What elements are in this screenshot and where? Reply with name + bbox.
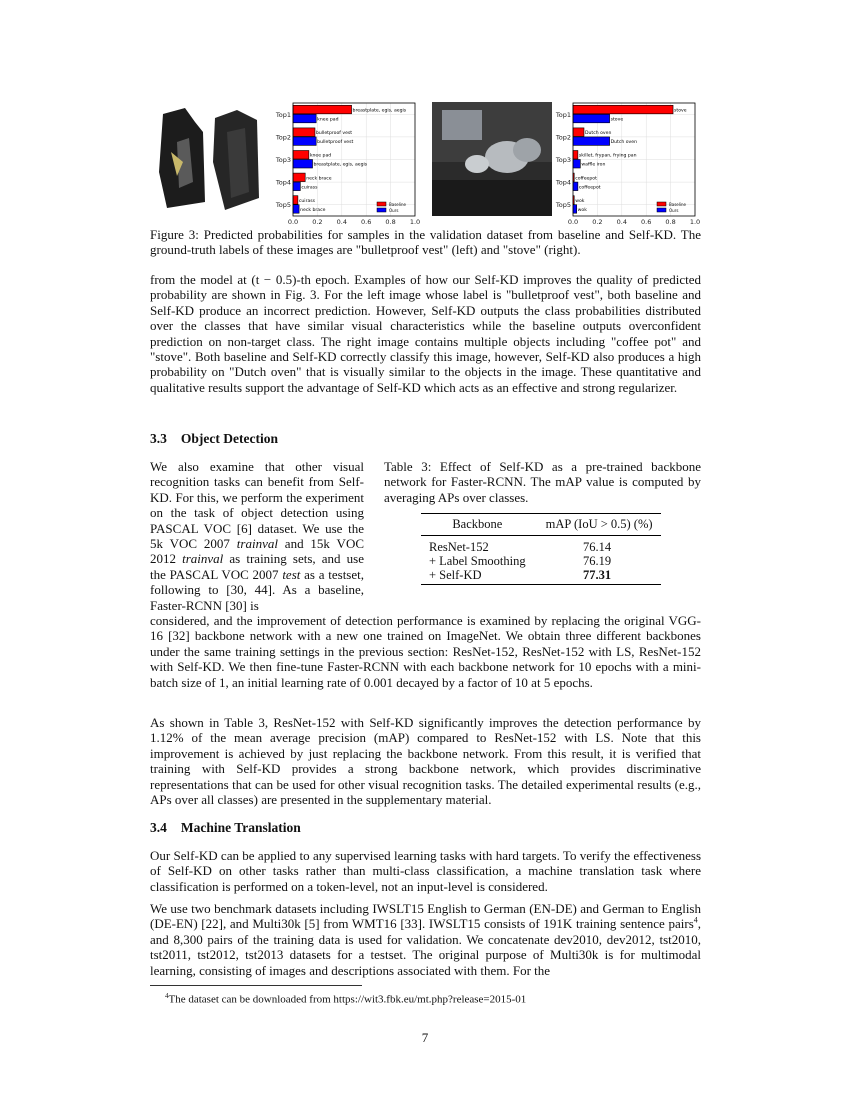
bar-ours	[573, 114, 610, 123]
paragraph-mt-intro: Our Self-KD can be applied to any supervised learning tasks with hard targets. To verify the effectiveness of Self-KD on other tasks rather than multi-class classification, a machine translation task where classification is performed on a token-level, not an input-level is considered.	[150, 848, 701, 894]
y-tick-label: Top3	[275, 156, 291, 164]
legend-swatch	[377, 202, 386, 206]
y-tick-label: Top2	[275, 133, 291, 142]
legend-swatch	[377, 208, 386, 212]
footnote-ref: 4	[693, 916, 698, 926]
legend-label: Ours	[669, 208, 679, 213]
bar-baseline	[293, 128, 315, 136]
bar-ours	[573, 205, 577, 214]
bar-ours	[293, 137, 316, 146]
footnote-divider	[150, 985, 362, 986]
bar-label: wok	[577, 207, 587, 213]
probability-chart-left	[270, 100, 420, 225]
bar-label: waffle iron	[581, 162, 606, 168]
footnote: $^4$The dataset can be downloaded from https://wit3.fbk.eu/mt.php?release=2015-01	[165, 992, 527, 1006]
bar-label: bulletproof vest	[315, 131, 353, 137]
paragraph-object-detection-left: We also examine that other visual recognition tasks can benefit from Self-KD. For this, we perform the experiment on the task of object detection using PASCAL VOC [6] dataset. We use the 5k VOC 2007 trainval and 15k VOC 2012 trainval as training sets, and use the PASCAL VOC 2007 test as a testset, following to [30, 44]. As a baseline, Faster-RCNN [30] is	[150, 459, 364, 613]
y-tick-label: Top1	[555, 110, 571, 119]
page-number: 7	[421, 1030, 429, 1045]
bar-label: neck brace	[306, 176, 332, 182]
paragraph-detection-results: As shown in Table 3, ResNet-152 with Self-KD significantly improves the detection performance by 1.12% of the mean average precision (mAP) compared to ResNet-152 with LS. Note that this improvement is achieved by just replacing the backbone network. From this result, it is verified that training with Self-KD provides a strong backbone network, which provides discriminative representations that can be used for other visual recognition tasks. The detailed experimental results (e.g., APs over all classes) are presented in the supplementary material.	[150, 715, 701, 808]
bar-label: cuirass	[301, 185, 318, 191]
x-tick-label: 0.0	[567, 218, 579, 225]
paragraph-results: from the model at (t − 0.5)-th epoch. Examples of how our Self-KD improves the quality of predicted probability are shown in Fig. 3. For the left image whose label is "bulletproof vest", both baseline and Self-KD produce an incorrect prediction. However, Self-KD outputs the class probabilities distributed over the classes that have similar visual characteristics while the baseline outputs overconfident prediction on non-target class. The right image contains multiple objects including "coffee pot" and "stove". Both baseline and Self-KD correctly classify this image, however, Self-KD also produces a high probability on "Dutch oven" that is visually similar to the objects in the image. These quantitative and qualitative results support the advantage of Self-KD which acts as an effective and strong regularizer.	[150, 272, 701, 395]
legend-swatch	[657, 208, 666, 212]
bar-ours	[293, 160, 313, 169]
y-tick-label: Top4	[555, 178, 571, 187]
table3	[421, 513, 661, 585]
table-row: ResNet-152 76.14	[429, 540, 612, 554]
bar-baseline	[293, 151, 309, 160]
probability-chart-right	[550, 100, 700, 225]
bar-ours	[293, 114, 316, 123]
stove-kitchen-photo	[432, 102, 552, 216]
y-tick-label: Top1	[275, 110, 291, 119]
legend-swatch	[657, 202, 666, 206]
x-tick-label: 0.4	[616, 218, 627, 225]
legend-label: Baseline	[669, 202, 686, 207]
bar-label: knee pad	[317, 117, 339, 123]
x-tick-label: 0.6	[361, 218, 372, 225]
x-tick-label: 0.2	[592, 218, 603, 225]
bar-label: stove	[674, 108, 687, 114]
y-tick-label: Top3	[555, 156, 571, 164]
bar-label: breastplate, egis, aegis	[313, 162, 368, 168]
table-row: + Label Smoothing 76.19	[429, 554, 612, 568]
legend-label: Baseline	[389, 202, 406, 207]
x-tick-label: 1.0	[409, 218, 420, 225]
bar-label: wok	[575, 198, 585, 204]
bulletproof-vest-photo	[155, 102, 263, 216]
section-heading-machine-translation: 3.4 Machine Translation	[150, 820, 301, 835]
bar-label: coffeepot	[578, 185, 601, 191]
bar-ours	[293, 182, 300, 191]
bar-label: cuirass	[298, 198, 316, 204]
bar-label: Dutch oven	[610, 140, 638, 146]
bar-label: stove	[610, 117, 624, 123]
x-tick-label: 0.2	[312, 218, 323, 225]
x-tick-label: 0.8	[385, 218, 396, 225]
bar-baseline	[293, 173, 305, 182]
bar-label: bulletproof vest	[317, 140, 354, 146]
x-tick-label: 0.0	[287, 218, 299, 225]
table3-caption: Table 3: Effect of Self-KD as a pre-trained backbone network for Faster-RCNN. The mAP value is computed by averaging APs over classes.	[384, 459, 701, 505]
bar-ours	[293, 205, 299, 214]
bar-baseline	[293, 196, 298, 205]
bar-ours	[573, 137, 610, 146]
bar-baseline	[573, 128, 584, 136]
y-tick-label: Top5	[555, 201, 571, 210]
bar-ours	[573, 182, 578, 191]
bar-baseline	[573, 151, 578, 160]
bar-ours	[573, 160, 580, 169]
y-tick-label: Top2	[555, 133, 571, 142]
x-tick-label: 0.4	[336, 218, 347, 225]
x-tick-label: 1.0	[689, 218, 700, 225]
bar-baseline	[573, 105, 673, 114]
bar-label: neck brace	[300, 207, 326, 213]
table-header-map: mAP (IoU > 0.5) (%)	[545, 517, 653, 531]
bar-label: Dutch oven	[584, 131, 612, 137]
paragraph-object-detection-cont: considered, and the improvement of detection performance is examined by replacing the original VGG-16 [32] backbone network with a new one trained on ImageNet. We obtain three different backbones under the same training settings in the previous section: ResNet-152, ResNet-152 with LS, ResNet-152 with Self-KD. We then fine-tune Faster-RCNN with each backbone network for 10 epochs with a mini-batch size of 1, an initial learning rate of 0.001 decayed by a factor of 10 at 5 epochs.	[150, 613, 701, 690]
legend-label: Ours	[389, 208, 399, 213]
y-tick-label: Top5	[275, 201, 291, 210]
figure-caption: Figure 3: Predicted probabilities for samples in the validation dataset from baseline and Self-KD. The ground-truth labels of these images are "bulletproof vest" (left) and "stove" (right).	[150, 227, 701, 258]
y-tick-label: Top4	[275, 178, 291, 187]
paragraph-mt-datasets: We use two benchmark datasets including IWSLT15 English to German (EN-DE) and German to English (DE-EN) [22], and Multi30k [5] from WMT16 [33]. IWSLT15 consists of 191K training sentence pairs$^4$, and 8,300 pairs of the training data is used for validation. We concatenate dev2010, dev2012, tst2010, tst2011, tst2012, tst2013 datasets for a testset. The original purpose of Multi30k is for multimodal learning, consisting of images and descriptions associated with them. For the	[150, 901, 701, 978]
bar-label: coffeepot	[575, 176, 597, 182]
bar-label: knee pad	[309, 153, 332, 159]
bar-baseline	[293, 105, 352, 114]
table-row: + Self-KD 77.31	[421, 568, 661, 585]
x-tick-label: 0.6	[641, 218, 652, 225]
section-heading-object-detection: 3.3 Object Detection	[150, 431, 278, 446]
x-tick-label: 0.8	[665, 218, 676, 225]
bar-label: skillet, frypan, frying pan	[578, 153, 637, 159]
bar-label: breastplate, egis, aegis	[352, 108, 407, 114]
table-header-backbone: Backbone	[452, 517, 503, 531]
